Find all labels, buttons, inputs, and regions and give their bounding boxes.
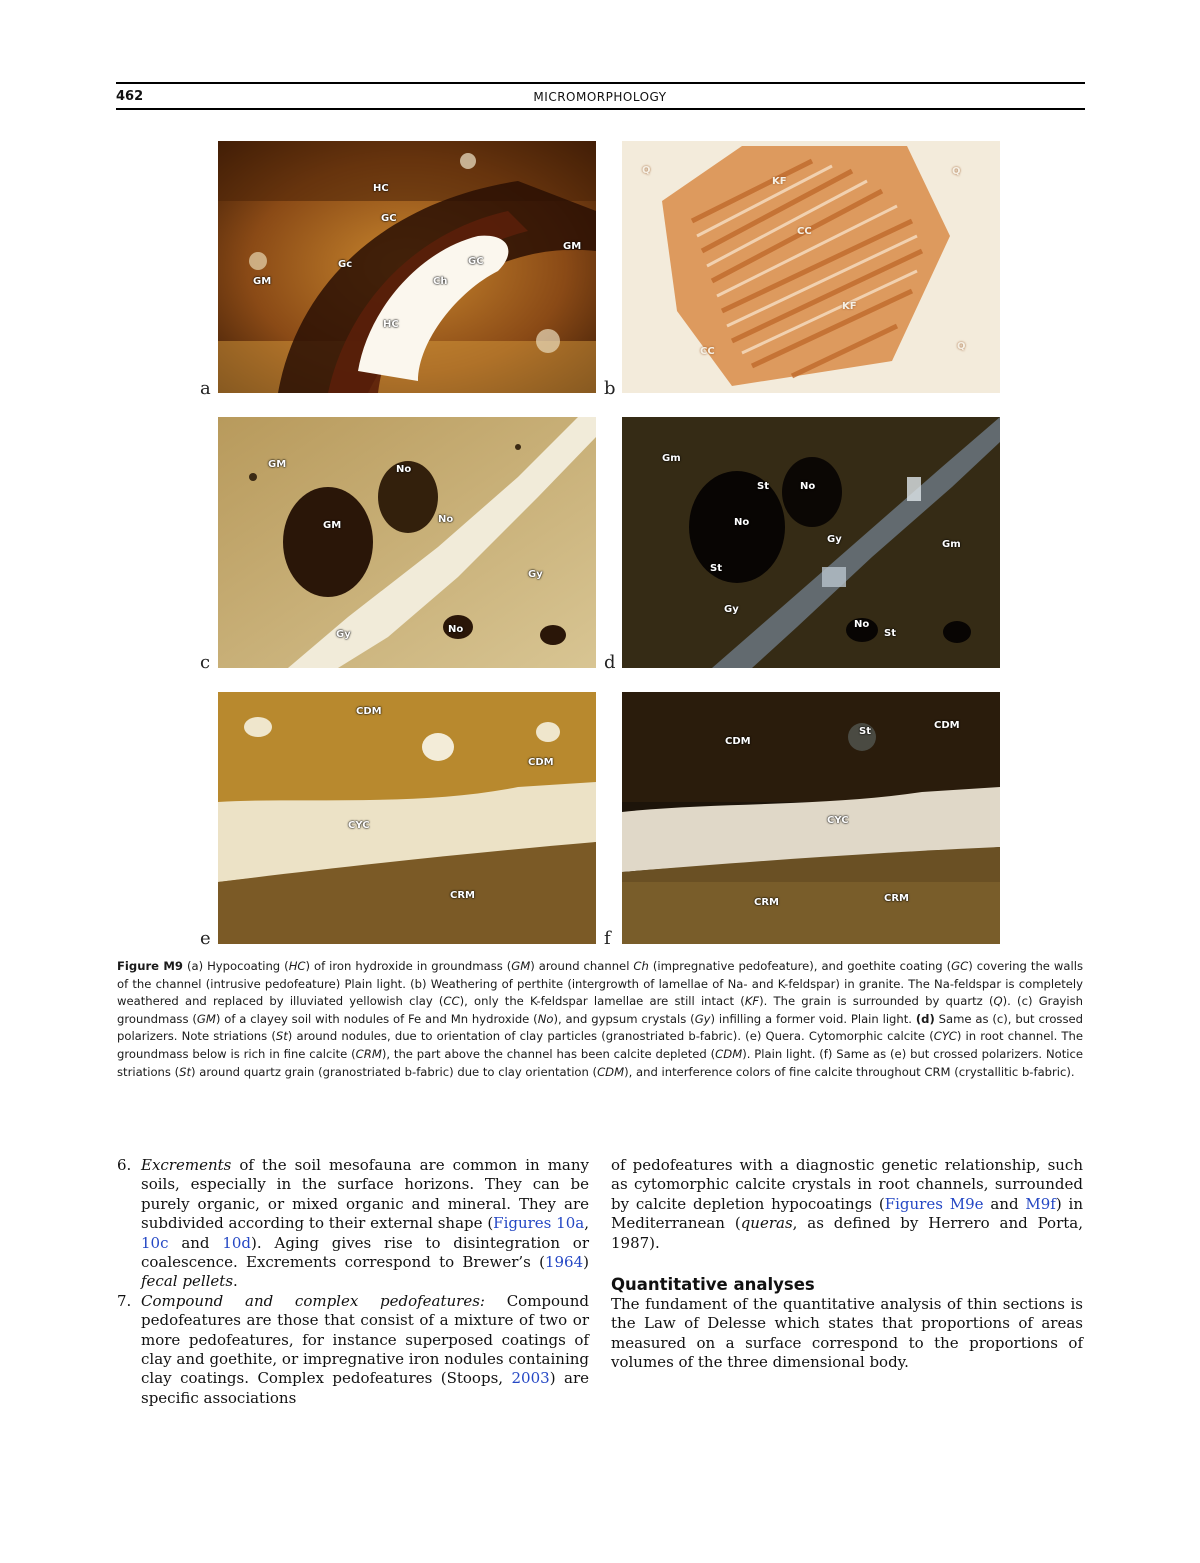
- panel-d-label: No: [734, 517, 750, 528]
- panel-letter-f: f: [604, 928, 611, 949]
- italic-text: St: [275, 1029, 288, 1044]
- panel-d-label: St: [710, 563, 722, 574]
- panel-b-label: Q: [642, 165, 651, 176]
- panel-c-label: Gy: [528, 569, 543, 580]
- panel-a-label: GM: [253, 276, 272, 287]
- text-run: ), and interference colors of fine calcite throughout CRM (crystallitic b-fabric).: [624, 1064, 1075, 1079]
- panel-a-label: GM: [563, 241, 582, 252]
- text-run: ), the part above the channel has been calcite depleted (: [381, 1046, 716, 1061]
- citation-link[interactable]: Figures M9e: [884, 1194, 984, 1213]
- text-run: ), only the K-feldspar lamellae are still intact (: [459, 994, 745, 1009]
- figure-panel-c: [218, 417, 596, 668]
- panel-f-label: CYC: [827, 815, 849, 826]
- panel-b-label: CC: [700, 346, 715, 357]
- panel-c-label: No: [448, 624, 464, 635]
- italic-text: CRM: [355, 1046, 382, 1061]
- italic-text: queras: [740, 1214, 793, 1233]
- text-run: ) covering the walls of the channel (intrusive pedofeature) Plain light. (b) Weathering of perthite (intergrowth of lamellae of Na- and K-feldspar) in granite. The Na-feldspar is completely weathered and replaced by illuviated yellowish clay (: [117, 959, 1083, 1009]
- text-run: ) in Mediterranean (: [611, 1194, 1083, 1233]
- text-run: ). The grain is surrounded by quartz (: [759, 994, 994, 1009]
- panel-letter-b: b: [604, 378, 616, 399]
- citation-link[interactable]: 10c: [141, 1233, 169, 1252]
- bold-text: (d): [915, 1011, 935, 1026]
- italic-text: Compound and complex pedofeatures:: [141, 1291, 485, 1310]
- panel-f-label: CDM: [934, 720, 960, 731]
- panel-letter-d: d: [604, 652, 616, 673]
- figure-caption: [117, 958, 1083, 1081]
- micrograph-b: [622, 141, 1000, 393]
- figure-panel-e: [218, 692, 596, 944]
- panel-d-label: St: [757, 481, 769, 492]
- caption-body: [117, 959, 1083, 1079]
- panel-b-label: CC: [797, 226, 812, 237]
- figure-panel-f: [622, 692, 1000, 944]
- list-item-6: [117, 1156, 589, 1292]
- text-run: ) around channel: [530, 959, 634, 973]
- text-run: ,: [584, 1214, 589, 1233]
- panel-e-label: CYC: [348, 820, 370, 831]
- panel-a-label: HC: [373, 183, 389, 194]
- panel-a-label: HC: [383, 319, 399, 330]
- list-item-7: [117, 1292, 589, 1408]
- panel-d-label: Gm: [942, 539, 961, 550]
- panel-d-label: No: [800, 481, 816, 492]
- figure-panel-a: [218, 141, 596, 393]
- citation-link[interactable]: M9f: [1025, 1194, 1056, 1213]
- figure-panel-d: [622, 417, 1000, 668]
- panel-a-label: Ch: [433, 276, 448, 287]
- citation-link[interactable]: 10d: [222, 1233, 252, 1252]
- panel-c-label: Gy: [336, 629, 351, 640]
- panel-f-label: CDM: [725, 736, 751, 747]
- panel-e-label: CDM: [528, 757, 554, 768]
- text-run: of the soil mesofauna are common in many soils, especially in the surface horizons. They can be purely organic, or mixed organic and mineral. They are subdivided according to their external shape (: [141, 1156, 589, 1233]
- panel-b-label: Q: [952, 166, 961, 177]
- continuation-paragraph: [611, 1156, 1083, 1253]
- panel-letter-a: a: [200, 378, 211, 399]
- text-run: ) are specific associations: [141, 1369, 589, 1407]
- text-run: , as defined by Herrero and Porta, 1987).: [611, 1214, 1083, 1252]
- list-number: 6.: [117, 1156, 132, 1174]
- panel-d-label: Gy: [724, 604, 739, 615]
- text-run: ) around nodules, due to orientation of clay particles (granostriated b-fabric). (e) Quera. Cytomorphic calcite (: [287, 1029, 934, 1044]
- section-heading: Quantitative analyses: [611, 1275, 815, 1295]
- text-run: (a) Hypocoating (: [182, 959, 289, 973]
- list-number: 7.: [117, 1291, 132, 1310]
- italic-text: GM: [196, 1011, 216, 1026]
- text-run: Same as (c), but crossed polarizers. Note striations (: [117, 1011, 1084, 1044]
- italic-text: GC: [951, 959, 969, 973]
- list-item-text: [141, 1292, 589, 1407]
- text-run: (impregnative pedofeature), and goethite coating (: [648, 959, 952, 973]
- header-top-rule: [116, 82, 1085, 84]
- panel-d-label: St: [884, 628, 896, 639]
- text-run: ) infilling a former void. Plain light.: [710, 1011, 916, 1026]
- micrograph-a: [218, 141, 596, 393]
- body-paragraph: The fundament of the quantitative analysis of thin sections is the Law of Delesse which states that proportions of areas measured on a surface correspond to the proportions of volumes of the three dimensional body.: [611, 1295, 1083, 1372]
- page-number: 462: [116, 89, 144, 104]
- italic-text: St: [179, 1064, 192, 1079]
- panel-a-label: GC: [468, 256, 484, 267]
- text-run: ), and gypsum crystals (: [553, 1011, 695, 1026]
- citation-link[interactable]: 2003: [511, 1369, 550, 1388]
- right-column: [611, 1156, 1083, 1373]
- panel-f-label: St: [859, 726, 871, 737]
- panel-d-label: Gy: [827, 534, 842, 545]
- panel-a-label: GC: [381, 213, 397, 224]
- micrograph-e: [218, 692, 596, 944]
- panel-b-label: KF: [772, 176, 787, 187]
- panel-a-label: Gc: [338, 259, 353, 270]
- panel-letter-e: e: [200, 928, 211, 949]
- text-run: ) around quartz grain (granostriated b-fabric) due to clay orientation (: [191, 1064, 598, 1079]
- panel-d-label: Gm: [662, 453, 681, 464]
- italic-text: Q: [993, 994, 1003, 1009]
- italic-text: Ch: [633, 959, 649, 973]
- panel-d-label: No: [854, 619, 870, 630]
- running-title: MICROMORPHOLOGY: [533, 90, 667, 104]
- text-run: and: [983, 1194, 1026, 1213]
- italic-text: GM: [511, 959, 531, 973]
- italic-text: CDM: [597, 1064, 625, 1079]
- panel-e-label: CRM: [450, 890, 475, 901]
- panel-f-label: CRM: [754, 897, 779, 908]
- micrograph-c: [218, 417, 596, 668]
- text-run: and: [168, 1233, 223, 1252]
- panel-c-label: No: [396, 464, 412, 475]
- panel-b-label: KF: [842, 301, 857, 312]
- text-run: Compound pedofeatures are those that consist of a mixture of two or more pedofeatures, for instance superposed coatings of clay and goethite, or impregnative iron nodules containing clay coatings. Complex pedofeatures (Stoops,: [141, 1291, 589, 1388]
- header-bottom-rule: [116, 108, 1085, 110]
- text-run: ): [583, 1253, 589, 1272]
- italic-text: CC: [443, 994, 460, 1009]
- panel-c-label: No: [438, 514, 454, 525]
- panel-letter-c: c: [200, 652, 211, 673]
- list-item-text: [141, 1156, 589, 1290]
- text-run: ). Aging gives rise to disintegration or coalescence. Excrements correspond to Brewer’s (: [141, 1233, 589, 1272]
- citation-link[interactable]: 1964: [544, 1253, 584, 1272]
- italic-text: Excrements: [141, 1156, 232, 1174]
- panel-c-label: GM: [268, 459, 287, 470]
- italic-text: KF: [744, 994, 760, 1009]
- figure-panel-b: [622, 141, 1000, 393]
- panel-f-label: CRM: [884, 893, 909, 904]
- italic-text: CYC: [933, 1029, 957, 1044]
- text-run: ). (c) Grayish groundmass (: [117, 994, 1084, 1026]
- figure-label: Figure M9: [117, 959, 183, 973]
- text-run: ) in root channel. The groundmass below is rich in fine calcite (: [117, 1029, 1083, 1061]
- panel-e-label: CDM: [356, 706, 382, 717]
- citation-link[interactable]: Figures 10a: [493, 1214, 585, 1233]
- italic-text: No: [537, 1011, 554, 1026]
- text-run: ) of iron hydroxide in groundmass (: [305, 959, 512, 973]
- italic-text: Gy: [694, 1011, 711, 1026]
- italic-text: HC: [288, 959, 306, 973]
- text-run: ). Plain light. (f) Same as (e) but crossed polarizers. Notice striations (: [117, 1046, 1084, 1079]
- left-column: [117, 1156, 589, 1408]
- italic-text: CDM: [715, 1046, 743, 1061]
- panel-b-label: Q: [957, 341, 966, 352]
- italic-text: fecal pellets: [141, 1272, 234, 1291]
- panel-c-label: GM: [323, 520, 342, 531]
- text-run: ) of a clayey soil with nodules of Fe and Mn hydroxide (: [215, 1011, 538, 1026]
- text-run: of pedofeatures with a diagnostic genetic relationship, such as cytomorphic calcite crystals in root channels, surrounded by calcite depletion hypocoatings (: [611, 1156, 1083, 1213]
- text-run: .: [233, 1272, 238, 1291]
